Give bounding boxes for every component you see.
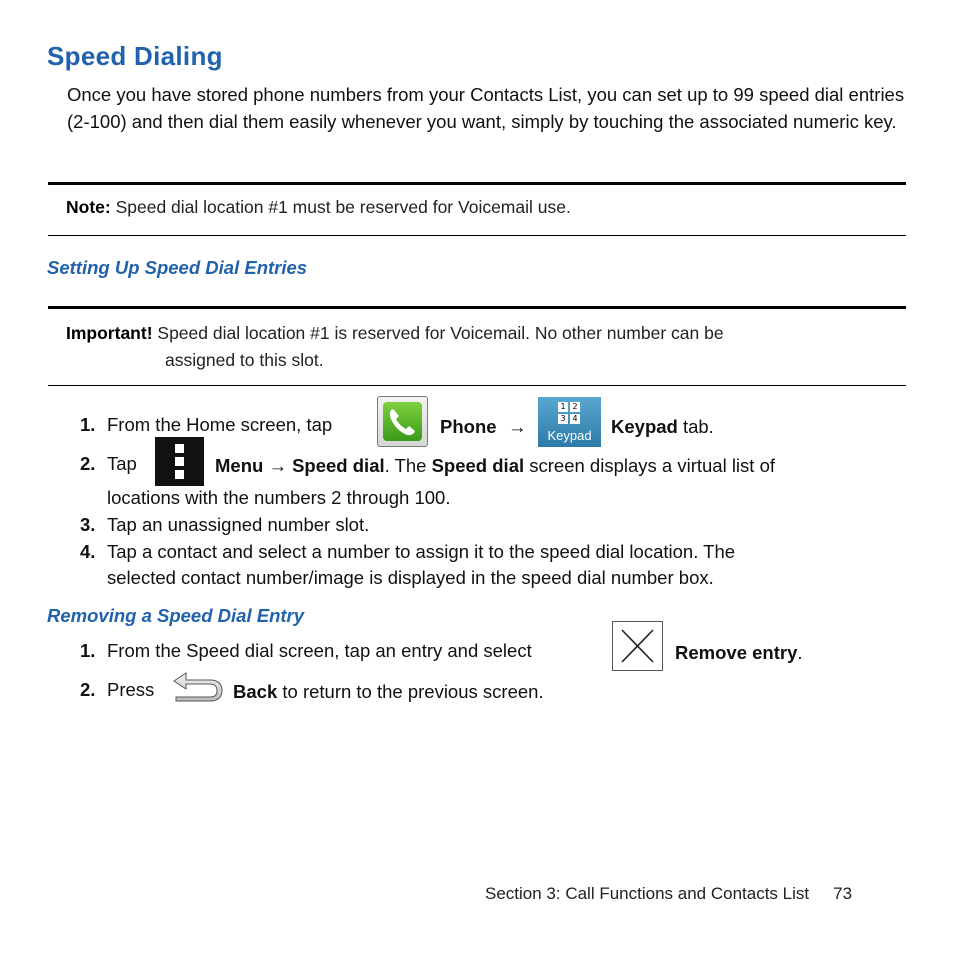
step-number: 1. — [80, 640, 96, 661]
important-text-line2: assigned to this slot. — [165, 350, 324, 370]
step-number: 2. — [80, 453, 96, 474]
speed-dial-label: Speed dial — [292, 455, 385, 476]
menu-label: Menu — [215, 455, 264, 476]
step-text: From the Speed dial screen, tap an entry and select — [107, 640, 532, 661]
keypad-key: 2 — [570, 402, 580, 412]
step-text-tail: to return to the previous screen. — [277, 681, 544, 702]
back-arrow-icon — [172, 670, 224, 703]
back-label: Back — [233, 681, 278, 702]
section-heading-setup: Setting Up Speed Dial Entries — [47, 257, 308, 278]
step-number: 3. — [80, 514, 96, 535]
page-footer — [485, 884, 852, 904]
step-text: Tap an unassigned number slot. — [107, 514, 370, 535]
keypad-key: 3 — [558, 414, 568, 424]
step-text-menu — [215, 453, 775, 480]
speed-dial-label: Speed dial — [431, 455, 525, 476]
note-label: Note: — [66, 197, 111, 217]
page-number: 73 — [833, 884, 853, 903]
phone-app-icon[interactable] — [377, 396, 428, 447]
remove-x-icon[interactable] — [612, 621, 663, 671]
remove-entry-label: Remove entry — [675, 642, 798, 663]
note-top-rule — [48, 182, 906, 185]
note-box — [66, 197, 571, 218]
step-text-tail: . — [797, 642, 803, 663]
step-number: 1. — [80, 414, 96, 435]
step-text: Tap a contact and select a number to assign it to the speed dial location. The — [107, 541, 736, 562]
step-text-end — [611, 414, 714, 441]
step-text-tail: tab. — [677, 416, 714, 437]
back-icon[interactable] — [172, 670, 224, 703]
arrow-icon: → — [508, 416, 527, 437]
step-number: 4. — [80, 541, 96, 562]
important-text-line1: Speed dial location #1 is reserved for Voicemail. No other number can be — [152, 323, 724, 343]
step-text-line2: selected contact number/image is displayed in the speed dial number box. — [107, 567, 714, 588]
close-icon — [613, 622, 662, 670]
keypad-icon-label: Keypad — [547, 428, 592, 443]
step-text-mid: . The — [384, 455, 432, 476]
intro-paragraph: Once you have stored phone numbers from your Contacts List, you can set up to 99 speed dial entries (2-100) and then dial them easily whenever you want, simply by touching the associated numeric key. — [67, 84, 905, 132]
footer-section: Section 3: Call Functions and Contacts List — [485, 884, 810, 903]
menu-dot — [175, 470, 184, 479]
arrow-icon: → — [268, 455, 287, 476]
step-text: Tap — [107, 453, 137, 474]
important-box — [66, 320, 866, 374]
phone-handset-icon — [383, 402, 422, 441]
menu-dot — [175, 444, 184, 453]
menu-dot — [175, 457, 184, 466]
step-text: From the Home screen, tap — [107, 414, 333, 435]
step-text-tail: screen displays a virtual list of — [524, 455, 776, 476]
keypad-key: 1 — [558, 402, 568, 412]
step-text: Press — [107, 679, 155, 700]
important-label: Important! — [66, 323, 153, 343]
step-number: 2. — [80, 679, 96, 700]
section-heading-remove: Removing a Speed Dial Entry — [47, 605, 305, 626]
step-text-end — [675, 640, 803, 667]
step-text-end — [233, 679, 544, 706]
important-top-rule — [48, 306, 906, 309]
keypad-tab-icon[interactable] — [538, 397, 601, 447]
step-text-line2: locations with the numbers 2 through 100. — [107, 487, 451, 508]
keypad-label: Keypad — [611, 416, 678, 437]
note-bottom-rule — [48, 235, 906, 236]
keypad-key: 4 — [570, 414, 580, 424]
note-text: Speed dial location #1 must be reserved for Voicemail use. — [110, 197, 571, 217]
page-title: Speed Dialing — [47, 41, 223, 71]
menu-icon[interactable] — [155, 437, 204, 486]
phone-label: Phone — [440, 416, 497, 437]
important-bottom-rule — [48, 385, 906, 386]
